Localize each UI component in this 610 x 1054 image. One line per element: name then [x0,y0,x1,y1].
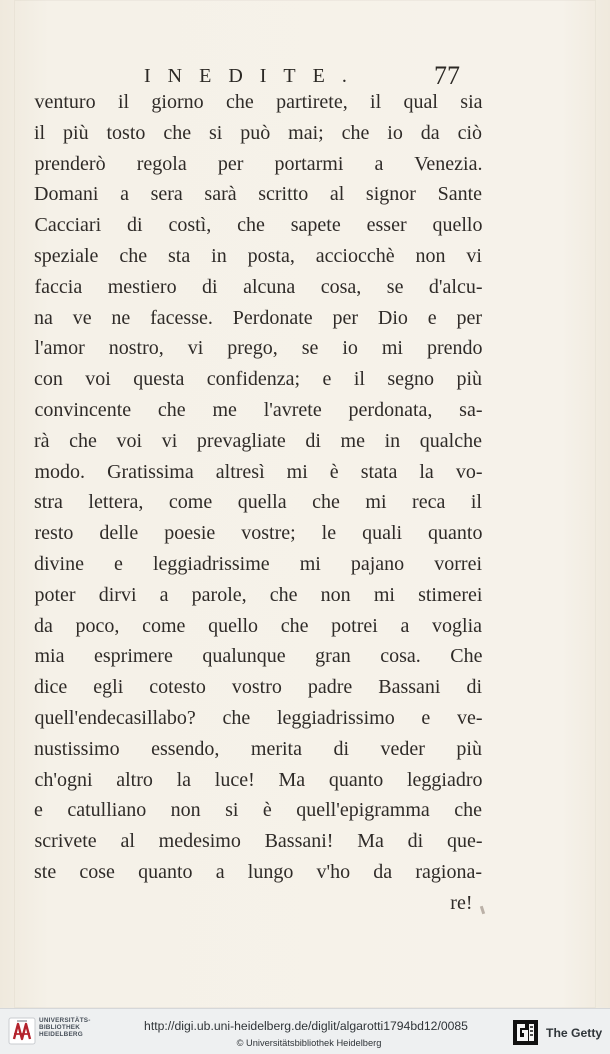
text-line: da poco, come quello che potrei a voglia [34,614,482,637]
text-line: Cacciari di costì, che sapete esser quello [34,214,483,237]
library-name [39,1017,111,1038]
copyright-notice: © Universitätsbibliothek Heidelberg [236,1038,382,1048]
library-name-line: UNIVERSITÄTS- [39,1017,91,1024]
text-line: ch'ogni altro la luce! Ma quanto leggiadro [34,768,483,791]
text-line: Domani a sera sarà scritto al signor Sante [34,183,482,206]
text-line: quell'endecasillabo? che leggiadrissimo e ve- [34,706,483,729]
text-line: scrivete al medesimo Bassani! Ma di que- [34,830,483,853]
text-line: faccia mestiero di alcuna cosa, se d'alcu- [34,275,483,298]
text-line: con voi questa confidenza; e il segno più [34,368,482,391]
text-line: modo. Gratissima altresì mi è stata la vo- [34,460,483,483]
text-line: e catulliano non si è quell'epigramma che [34,799,482,822]
text-line: ste cose quanto a lungo v'ho da ragiona- [34,860,482,883]
page-text [34,87,482,919]
text-line: divine e leggiadrissime mi pajano vorrei [34,552,482,575]
running-head-title: INEDITE. [144,65,364,87]
page-number: 77 [434,61,460,90]
text-line: resto delle poesie vostre; le quali quanto [34,522,483,545]
library-name-line: HEIDELBERG [39,1031,83,1038]
text-line: mia esprimere qualunque gran cosa. Che [34,645,483,668]
library-name-line: BIBLIOTHEK [39,1024,81,1031]
text-line: venturo il giorno che partirete, il qual sia [34,91,483,113]
text-line: na ve ne facesse. Perdonate per Dio e per [34,306,482,329]
text-line: rà che voi vi prevagliate di me in qualche [34,429,482,452]
getty-label: The Getty [546,1026,603,1040]
getty-logo-icon [512,1019,539,1046]
text-line: dice egli cotesto vostro padre Bassani di [34,676,482,699]
heidelberg-library-logo-icon [7,1016,37,1046]
text-line: speziale che sta in posta, acciocchè non vi [34,244,482,267]
text-line: l'amor nostro, vi prego, se io mi prendo [34,337,483,360]
text-line: nustissimo essendo, merita di veder più [34,737,482,760]
running-head [144,62,460,90]
digital-object-url[interactable]: http://digi.ub.uni-heidelberg.de/diglit/algarotti1794bd12/0085 [144,1019,468,1033]
text-line: poter dirvi a parole, che non mi stimerei [34,583,483,606]
text-line-final: re! [450,891,473,914]
text-line: stra lettera, come quella che mi reca il [34,491,482,514]
text-line: convincente che me l'avrete perdonata, sa- [34,398,483,421]
text-line: il più tosto che si può mai; che io da ciò [34,121,482,144]
text-line: prenderò regola per portarmi a Venezia. [34,152,483,175]
digitization-footer [0,1008,610,1054]
